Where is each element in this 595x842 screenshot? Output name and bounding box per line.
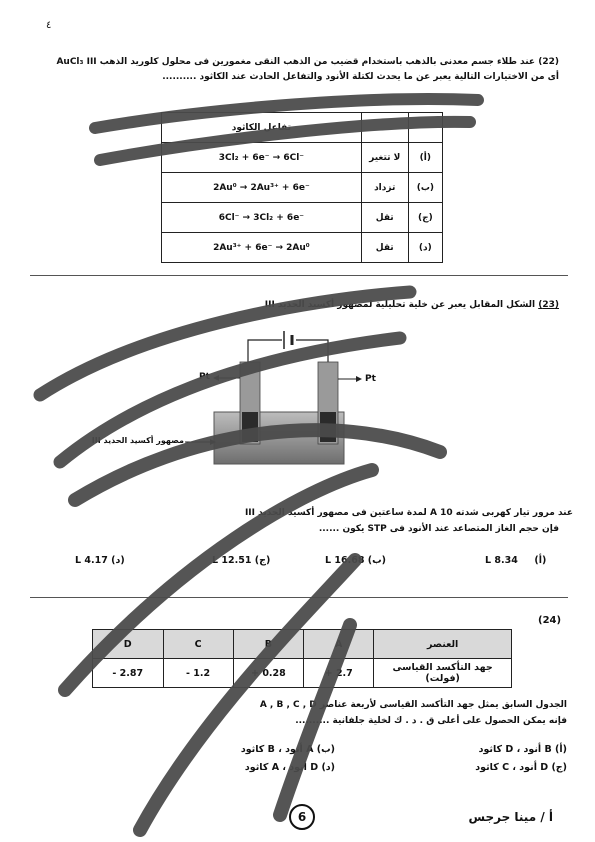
- option-text: A أنود ، B كاثود: [240, 744, 314, 755]
- option-letter: (أ): [534, 555, 547, 566]
- q22-letter: (ب): [408, 173, 442, 203]
- option-text: B أنود ، D كاثود: [478, 744, 552, 755]
- option-text: D أنود ، A كاثود: [244, 762, 319, 773]
- option-letter: (ب): [316, 744, 335, 755]
- q24-element: D: [93, 630, 164, 659]
- option-value: 12.51 L: [212, 555, 252, 566]
- q22-formula: AuCl₃ III: [56, 57, 97, 67]
- q23-option[interactable]: [485, 555, 546, 566]
- option-letter: (ب): [367, 555, 386, 566]
- q23-text2: فإن حجم الغاز المتصاعد عند الأنود فى STP يكون ......: [318, 524, 559, 534]
- q24-element: B: [233, 630, 304, 659]
- q23-title-line: [39, 300, 559, 310]
- q22-reaction: 3Cl₂ + 6e⁻ → 6Cl⁻: [162, 143, 362, 173]
- page-number: 6: [289, 804, 315, 830]
- q22-mass: تقل: [361, 203, 408, 233]
- q22-mass: تقل: [361, 233, 408, 263]
- q23-option[interactable]: [325, 555, 386, 566]
- q24-value: - 1.2: [163, 659, 233, 688]
- option-letter: (د): [111, 555, 125, 566]
- q24-value: - 2.87: [93, 659, 164, 688]
- q24-element: A: [304, 630, 374, 659]
- q24-text2: فإنه يمكن الحصول على أعلى ق . د . ك لخلية جلفانية ..........: [295, 716, 567, 726]
- section-divider: [30, 275, 568, 276]
- q24-text1: الجدول السابق يمثل جهد التأكسد القياسى لأربعة عناصر A , B , C , D: [259, 700, 567, 710]
- q22-header-mass: [361, 113, 408, 143]
- q22-text2: أى من الاختيارات التالية يعبر عن ما يحدث لكتلة الأنود والتفاعل الحادث عند الكاثود ..........: [162, 72, 559, 82]
- table-row: [162, 173, 443, 203]
- q22-header-reaction: تفاعل الكاثود: [162, 113, 362, 143]
- q22-number: (22): [538, 57, 559, 67]
- option-value: 8.34 L: [485, 555, 518, 566]
- pt-right-label: Pt: [365, 374, 376, 384]
- author-name: أ / مينا جرجس: [468, 810, 553, 824]
- q22-line1: [49, 57, 559, 67]
- table-row: [162, 143, 443, 173]
- q23-title: الشكل المقابل يعبر عن خلية تحليلية لمصهور أكسيد الحديد III: [264, 300, 536, 310]
- q22-text1: عند طلاء جسم معدنى بالذهب باستخدام قضيب من الذهب النقى مغمورين فى محلول كلوريد الذهب: [99, 57, 536, 67]
- q23-option[interactable]: [75, 555, 125, 566]
- option-letter: (ج): [551, 762, 567, 773]
- table-row: [162, 233, 443, 263]
- q24-table: [92, 629, 512, 688]
- q23-option[interactable]: [212, 555, 270, 566]
- q22-reaction: 2Au³⁺ + 6e⁻ → 2Au⁰: [162, 233, 362, 263]
- q22-reaction: 6Cl⁻ → 3Cl₂ + 6e⁻: [162, 203, 362, 233]
- q24-option[interactable]: [245, 762, 335, 773]
- q24-option[interactable]: [475, 762, 567, 773]
- q24-value: + 2.7: [304, 659, 374, 688]
- q23-number: (23): [538, 300, 559, 310]
- q22-table: [161, 112, 443, 263]
- q24-number: (24): [538, 615, 562, 626]
- q24-value: + 0.28: [233, 659, 304, 688]
- q24-element: C: [163, 630, 233, 659]
- section-divider: [30, 597, 568, 598]
- option-text: D أنود ، C كاثود: [475, 762, 549, 773]
- q24-option[interactable]: [479, 744, 567, 755]
- q22-letter: (ج): [408, 203, 442, 233]
- option-letter: (أ): [555, 744, 567, 755]
- table-row: [93, 659, 512, 688]
- option-value: 4.17 L: [75, 555, 108, 566]
- page-mark: ٤: [46, 20, 52, 31]
- option-letter: (ج): [254, 555, 271, 566]
- q24-option[interactable]: [241, 744, 335, 755]
- q24-row-label: جهد التأكسد القياسى (فولت): [374, 659, 512, 688]
- q22-letter: (د): [408, 233, 442, 263]
- melt-label: مصهور أكسيد الحديد III: [91, 436, 184, 445]
- option-letter: (د): [321, 762, 335, 773]
- table-row: [162, 203, 443, 233]
- q22-header-letter: [408, 113, 442, 143]
- q24-header-label: العنصر: [374, 630, 512, 659]
- option-value: 16.68 L: [325, 555, 365, 566]
- q23-text1: عند مرور تيار كهربى شدته 10 A لمدة ساعتين فى مصهور أكسيد الحديد III: [244, 508, 573, 518]
- pt-left-label: Pt: [199, 372, 210, 382]
- q22-reaction: 2Au⁰ → 2Au³⁺ + 6e⁻: [162, 173, 362, 203]
- q22-mass: لا تتغير: [361, 143, 408, 173]
- q22-mass: تزداد: [361, 173, 408, 203]
- q22-letter: (أ): [408, 143, 442, 173]
- table-row: [162, 113, 443, 143]
- table-row: [93, 630, 512, 659]
